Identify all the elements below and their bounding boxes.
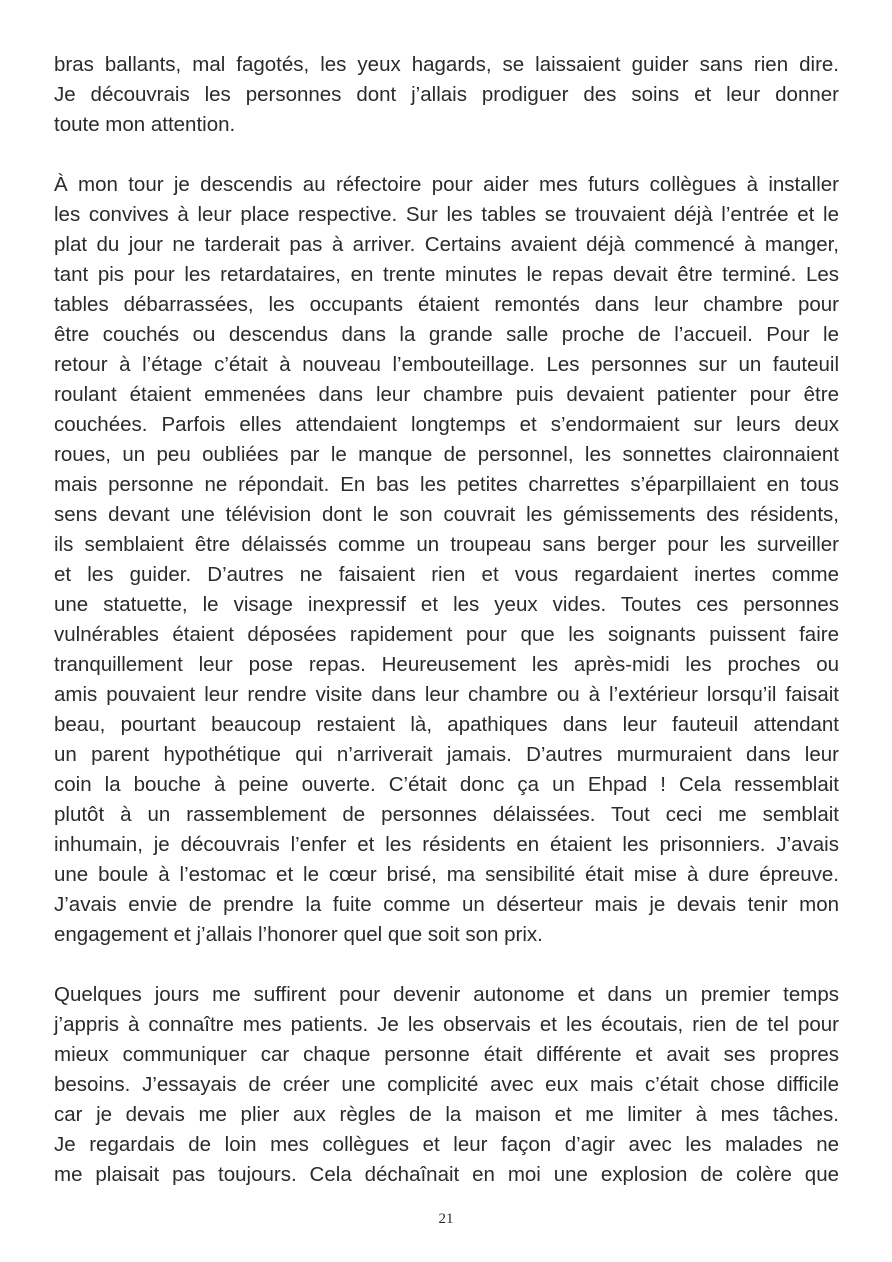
text-line: amis pouvaient leur rendre visite dans leur chambre ou à l’extérieur lorsqu’il faisait	[54, 683, 839, 706]
paragraph-spacer	[54, 140, 839, 170]
page-body	[54, 50, 839, 1190]
text-line: une statuette, le visage inexpressif et les yeux vides. Toutes ces personnes	[54, 593, 839, 616]
paragraph-spacer	[54, 950, 839, 980]
text-line: roues, un peu oubliées par le manque de personnel, les sonnettes claironnaient	[54, 443, 839, 466]
text-line: sens devant une télévision dont le son couvrait les gémissements des résidents,	[54, 503, 839, 526]
text-line: couchées. Parfois elles attendaient longtemps et s’endormaient sur leurs deux	[54, 413, 839, 436]
text-line: plat du jour ne tarderait pas à arriver. Certains avaient déjà commencé à manger,	[54, 233, 839, 256]
text-line: car je devais me plier aux règles de la maison et me limiter à mes tâches.	[54, 1103, 839, 1126]
paragraph	[54, 170, 839, 950]
text-line: mieux communiquer car chaque personne était différente et avait ses propres	[54, 1043, 839, 1066]
text-line: inhumain, je découvrais l’enfer et les résidents en étaient les prisonniers. J’avais	[54, 833, 839, 856]
text-line: être couchés ou descendus dans la grande salle proche de l’accueil. Pour le	[54, 323, 839, 346]
text-line: bras ballants, mal fagotés, les yeux hagards, se laissaient guider sans rien dire.	[54, 53, 839, 76]
text-line: ils semblaient être délaissés comme un troupeau sans berger pour les surveiller	[54, 533, 839, 556]
text-line: les convives à leur place respective. Sur les tables se trouvaient déjà l’entrée et le	[54, 203, 839, 226]
text-line: Je regardais de loin mes collègues et leur façon d’agir avec les malades ne	[54, 1133, 839, 1156]
text-line: une boule à l’estomac et le cœur brisé, ma sensibilité était mise à dure épreuve.	[54, 863, 839, 886]
text-line: plutôt à un rassemblement de personnes délaissées. Tout ceci me semblait	[54, 803, 839, 826]
text-line: tant pis pour les retardataires, en trente minutes le repas devait être terminé. Les	[54, 263, 839, 286]
text-line: J’avais envie de prendre la fuite comme un déserteur mais je devais tenir mon	[54, 893, 839, 916]
text-line: tranquillement leur pose repas. Heureusement les après-midi les proches ou	[54, 653, 839, 676]
text-line: retour à l’étage c’était à nouveau l’embouteillage. Les personnes sur un fauteuil	[54, 353, 839, 376]
text-line: tables débarrassées, les occupants étaient remontés dans leur chambre pour	[54, 293, 839, 316]
page-number: 21	[438, 1211, 454, 1227]
text-line: me plaisait pas toujours. Cela déchaînait en moi une explosion de colère que	[54, 1163, 839, 1186]
text-line: beau, pourtant beaucoup restaient là, apathiques dans leur fauteuil attendant	[54, 713, 839, 736]
text-line: un parent hypothétique qui n’arriverait jamais. D’autres murmuraient dans leur	[54, 743, 839, 766]
paragraph	[54, 50, 839, 140]
text-line: besoins. J’essayais de créer une complicité avec eux mais c’était chose difficile	[54, 1073, 839, 1096]
text-line: mais personne ne répondait. En bas les petites charrettes s’éparpillaient en tous	[54, 473, 839, 496]
text-line: engagement et j’allais l’honorer quel que soit son prix.	[54, 923, 543, 946]
text-line: vulnérables étaient déposées rapidement pour que les soignants puissent faire	[54, 623, 839, 646]
text-line: roulant étaient emmenées dans leur chambre puis devaient patienter pour être	[54, 383, 839, 406]
paragraph	[54, 980, 839, 1190]
text-line: et les guider. D’autres ne faisaient rien et vous regardaient inertes comme	[54, 563, 839, 586]
text-line: coin la bouche à peine ouverte. C’était donc ça un Ehpad ! Cela ressemblait	[54, 773, 839, 796]
text-line: À mon tour je descendis au réfectoire pour aider mes futurs collègues à installer	[54, 173, 839, 196]
text-line: j’appris à connaître mes patients. Je les observais et les écoutais, rien de tel pour	[54, 1013, 839, 1036]
text-line: Je découvrais les personnes dont j’allais prodiguer des soins et leur donner	[54, 83, 839, 106]
text-line: toute mon attention.	[54, 113, 236, 136]
text-line: Quelques jours me suffirent pour devenir autonome et dans un premier temps	[54, 983, 839, 1006]
